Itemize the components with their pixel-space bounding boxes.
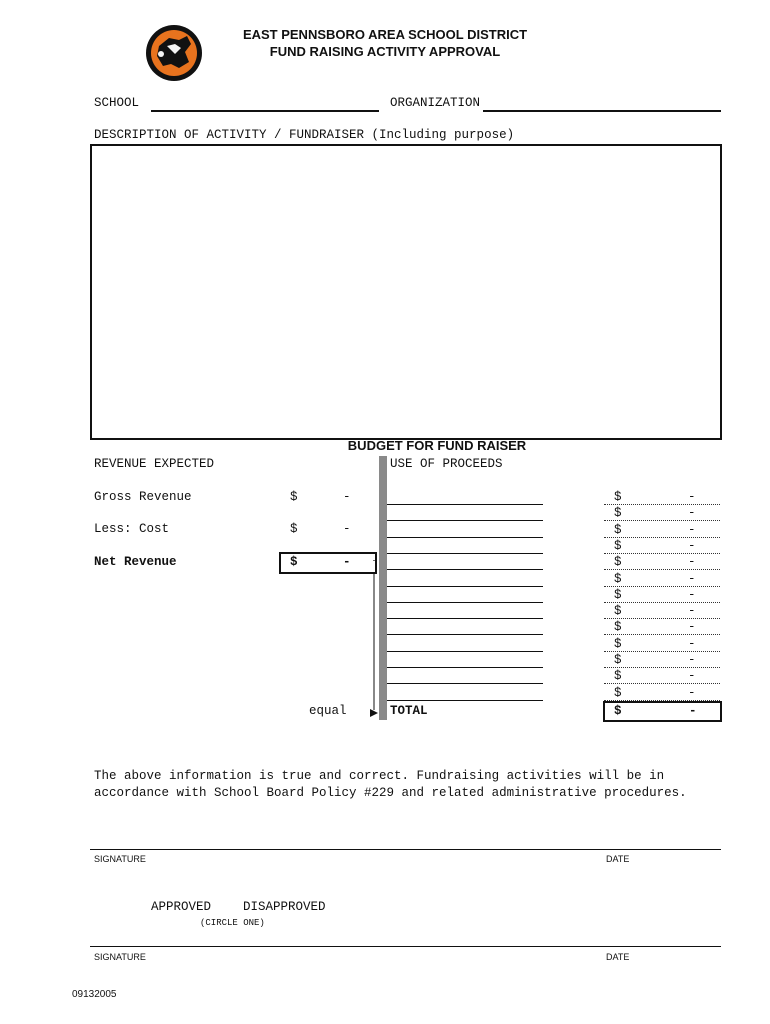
- school-label: SCHOOL: [94, 96, 140, 110]
- proceeds-amount-line: [604, 651, 720, 652]
- signature-label-2: SIGNATURE: [94, 952, 146, 962]
- cost-currency: $: [290, 522, 298, 536]
- proceeds-amount[interactable]: -: [688, 571, 696, 586]
- district-title: EAST PENNSBORO AREA SCHOOL DISTRICT: [242, 27, 528, 42]
- proceeds-amount[interactable]: -: [688, 490, 696, 504]
- description-box[interactable]: [90, 144, 722, 440]
- proceeds-amount-line: [604, 602, 720, 603]
- proceeds-amount-line: [604, 634, 720, 635]
- total-label: TOTAL: [390, 704, 428, 718]
- proceeds-amount[interactable]: -: [688, 538, 696, 553]
- proceeds-amount-line: [604, 667, 720, 668]
- proceeds-currency: $: [614, 587, 622, 602]
- school-field[interactable]: [151, 110, 379, 112]
- proceeds-currency: $: [614, 490, 622, 504]
- total-box[interactable]: [603, 701, 722, 722]
- proceeds-currency: $: [614, 555, 622, 570]
- proceeds-amount[interactable]: -: [688, 685, 696, 700]
- proceeds-amount-line: [604, 586, 720, 587]
- signature-label-1: SIGNATURE: [94, 854, 146, 864]
- proceeds-amount[interactable]: -: [688, 506, 696, 521]
- form-title: FUND RAISING ACTIVITY APPROVAL: [269, 44, 501, 59]
- net-currency: $: [290, 555, 298, 569]
- disapproved-option[interactable]: DISAPPROVED: [243, 900, 326, 914]
- gross-currency: $: [290, 490, 298, 504]
- cost-value[interactable]: -: [343, 522, 351, 536]
- proceeds-description-line[interactable]: [387, 504, 543, 505]
- approved-option[interactable]: APPROVED: [151, 900, 212, 914]
- total-value: -: [689, 704, 697, 718]
- circle-one-note: (CIRCLE ONE): [200, 918, 265, 928]
- equal-label: equal: [309, 704, 347, 718]
- use-of-proceeds-label: USE OF PROCEEDS: [390, 457, 503, 471]
- net-value: -: [343, 555, 351, 569]
- proceeds-amount-line: [604, 569, 720, 570]
- proceeds-currency: $: [614, 636, 622, 651]
- proceeds-description-line[interactable]: [387, 667, 543, 668]
- proceeds-amount[interactable]: -: [688, 604, 696, 619]
- proceeds-amount-line: [604, 683, 720, 684]
- proceeds-description-line[interactable]: [387, 683, 543, 684]
- proceeds-currency: $: [614, 685, 622, 700]
- proceeds-currency: $: [614, 620, 622, 635]
- proceeds-currency: $: [614, 653, 622, 667]
- signature-line-2[interactable]: [90, 946, 721, 947]
- cost-label: Less: Cost: [94, 522, 170, 536]
- proceeds-currency: $: [614, 506, 622, 521]
- signature-line-1[interactable]: [90, 849, 721, 850]
- proceeds-amount[interactable]: -: [688, 587, 696, 602]
- proceeds-amount-line: [604, 618, 720, 619]
- net-revenue-box[interactable]: [279, 552, 377, 574]
- date-label-2: DATE: [606, 952, 630, 962]
- proceeds-description-line[interactable]: [387, 569, 543, 570]
- column-divider: [379, 456, 387, 720]
- proceeds-amount[interactable]: -: [688, 620, 696, 635]
- proceeds-amount[interactable]: -: [688, 636, 696, 651]
- total-currency: $: [614, 704, 622, 718]
- proceeds-amount-line: [604, 520, 720, 521]
- proceeds-description-line[interactable]: [387, 553, 543, 554]
- net-revenue-label: Net Revenue: [94, 555, 177, 569]
- proceeds-description-line[interactable]: [387, 651, 543, 652]
- proceeds-description-line[interactable]: [387, 586, 543, 587]
- statement-line-2: accordance with School Board Policy #229 and related administrative procedures.: [94, 786, 687, 800]
- description-label: DESCRIPTION OF ACTIVITY / FUNDRAISER (Including purpose): [94, 128, 515, 142]
- proceeds-amount-line: [604, 537, 720, 538]
- form-code: 09132005: [72, 989, 117, 1000]
- budget-title: BUDGET FOR FUND RAISER: [347, 438, 527, 453]
- proceeds-amount[interactable]: -: [688, 522, 696, 537]
- gross-revenue-label: Gross Revenue: [94, 490, 192, 504]
- proceeds-description-line[interactable]: [387, 520, 543, 521]
- proceeds-description-line[interactable]: [387, 537, 543, 538]
- proceeds-currency: $: [614, 669, 622, 684]
- proceeds-description-line[interactable]: [387, 700, 543, 701]
- proceeds-amount[interactable]: -: [688, 555, 696, 570]
- proceeds-description-line[interactable]: [387, 602, 543, 603]
- proceeds-amount-line: [604, 504, 720, 505]
- proceeds-currency: $: [614, 604, 622, 619]
- proceeds-amount[interactable]: -: [688, 653, 696, 667]
- proceeds-currency: $: [614, 571, 622, 586]
- revenue-expected-label: REVENUE EXPECTED: [94, 457, 215, 471]
- organization-field[interactable]: [483, 110, 721, 112]
- statement-line-1: The above information is true and correct. Fundraising activities will be in: [94, 769, 665, 783]
- proceeds-description-line[interactable]: [387, 618, 543, 619]
- date-label-1: DATE: [606, 854, 630, 864]
- proceeds-description-line[interactable]: [387, 634, 543, 635]
- organization-label: ORGANIZATION: [390, 96, 481, 110]
- proceeds-amount[interactable]: -: [688, 669, 696, 684]
- proceeds-currency: $: [614, 538, 622, 553]
- proceeds-amount-line: [604, 553, 720, 554]
- proceeds-currency: $: [614, 522, 622, 537]
- gross-value[interactable]: -: [343, 490, 351, 504]
